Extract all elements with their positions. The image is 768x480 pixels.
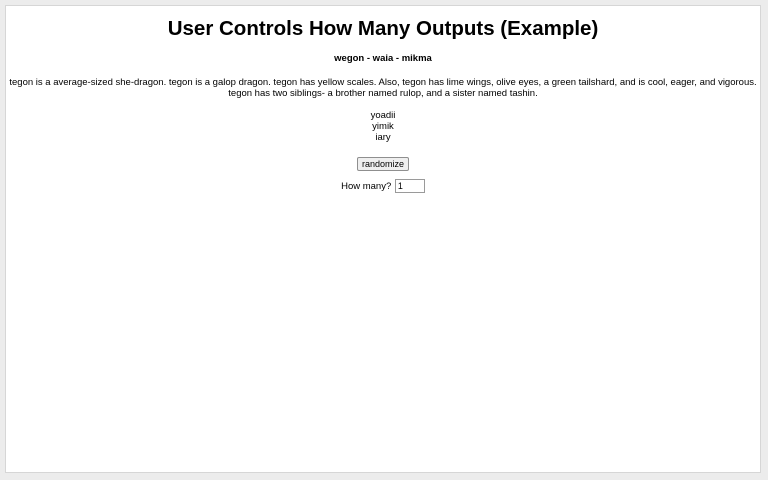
- randomize-button[interactable]: randomize: [357, 157, 409, 171]
- description-line: tegon has two siblings- a brother named rulop, and a sister named tashin.: [228, 88, 538, 99]
- output-list: [6, 110, 760, 143]
- page-frame: [5, 5, 761, 473]
- output-item: yoadii: [370, 110, 396, 121]
- output-item: yimik: [372, 121, 394, 132]
- page-title: User Controls How Many Outputs (Example): [167, 17, 599, 40]
- description-line: tegon is a average-sized she-dragon. tegon is a galop dragon. tegon has yellow scales. Also, tegon has lime wings, olive eyes, a green tailshard, and is cool, eager, and vigorous.: [9, 77, 757, 88]
- how-many-input[interactable]: [395, 179, 425, 193]
- output-item: iary: [375, 132, 391, 143]
- description: [6, 77, 760, 99]
- names-line: wegon - waia - mikma: [334, 53, 432, 64]
- button-row: [6, 154, 760, 168]
- how-many-label: How many?: [341, 181, 392, 192]
- how-many-row: [6, 179, 760, 194]
